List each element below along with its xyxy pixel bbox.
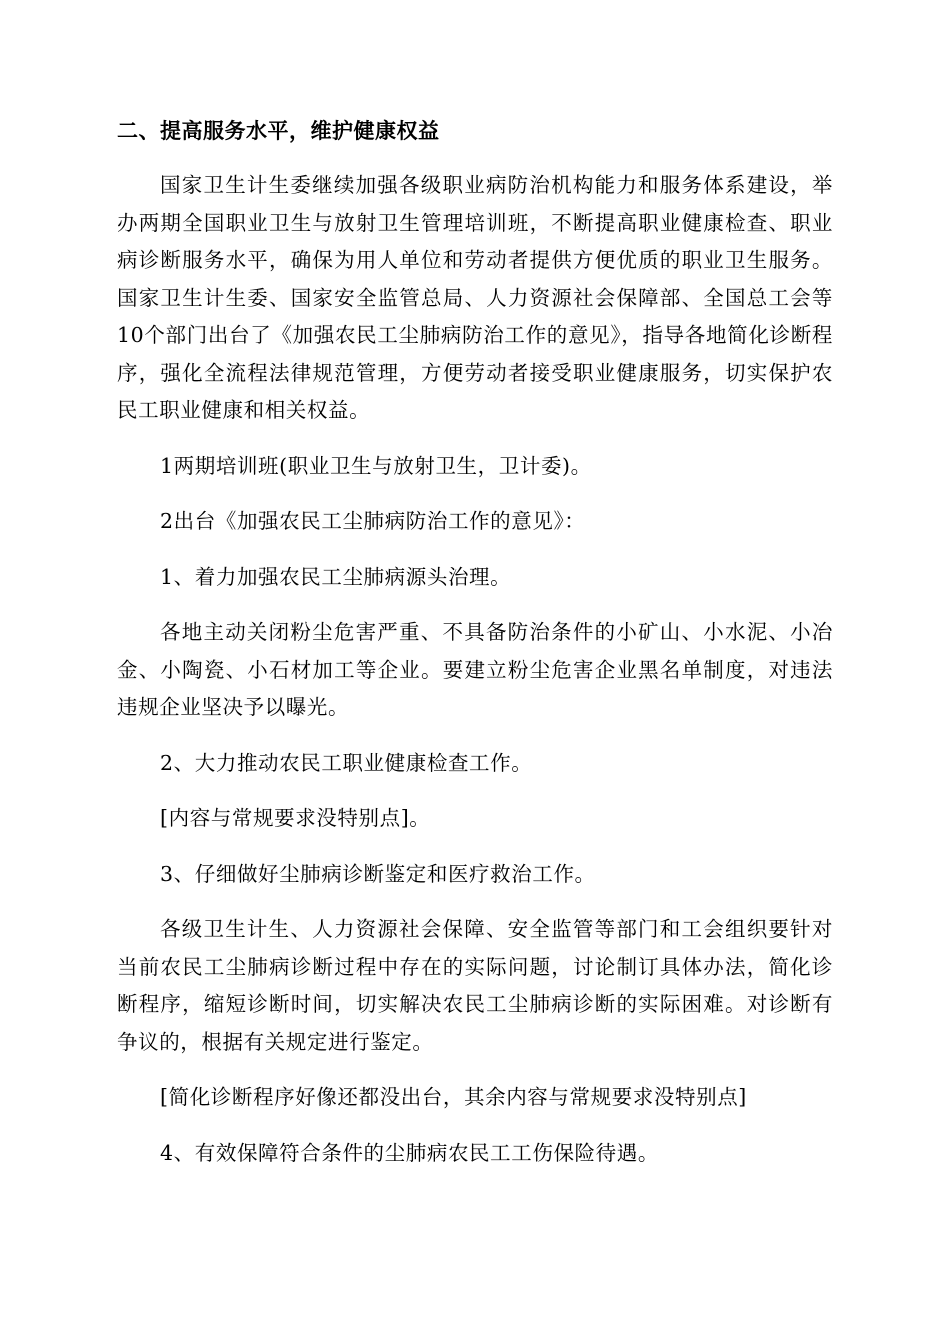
list-item-3: 3、仔细做好尘肺病诊断鉴定和医疗救治工作。 [160,861,596,886]
note-opinion: 2出台《加强农民工尘肺病防治工作的意见》： [160,509,586,533]
list-item-2: 2、大力推动农民工职业健康检查工作。 [160,750,533,775]
note-training: 1两期培训班(职业卫生与放射卫生，卫计委)。 [160,453,592,478]
list-item-1: 1、着力加强农民工尘肺病源头治理。 [160,564,512,589]
paragraph-intro: 国家卫生计生委继续加强各级职业病防治机构能力和服务体系建设，举办两期全国职业卫生与放射卫生管理培训班，不断提高职业健康检查、职业病诊断服务水平，确保为用人单位和劳动者提供方便优质的职业卫生服务。国家卫生计生委、国家安全监管总局、人力资源社会保障部、全国总工会等10个部门出台了《加强农民工尘肺病防治工作的意见》，指导各地简化诊断程序，强化全流程法律规范管理，方便劳动者接受职业健康服务，切实保护农民工职业健康和相关权益。 [117,173,833,422]
section-heading: 二、提高服务水平，维护健康权益 [117,119,440,143]
paragraph-source-control: 各地主动关闭粉尘危害严重、不具备防治条件的小矿山、小水泥、小冶金、小陶瓷、小石材加工等企业。要建立粉尘危害企业黑名单制度，对违法违规企业坚决予以曝光。 [117,620,833,719]
list-item-4: 4、有效保障符合条件的尘肺病农民工工伤保险待遇。 [160,1140,659,1165]
document-body [117,115,833,1172]
comment-2: [简化诊断程序好像还都没出台，其余内容与常规要求没特别点] [160,1085,747,1109]
comment-1: [内容与常规要求没特别点]。 [160,806,431,830]
paragraph-diagnosis: 各级卫生计生、人力资源社会保障、安全监管等部门和工会组织要针对当前农民工尘肺病诊断过程中存在的实际问题，讨论制订具体办法，简化诊断程序，缩短诊断时间，切实解决农民工尘肺病诊断的实际困难。对诊断有争议的，根据有关规定进行鉴定。 [117,917,833,1054]
